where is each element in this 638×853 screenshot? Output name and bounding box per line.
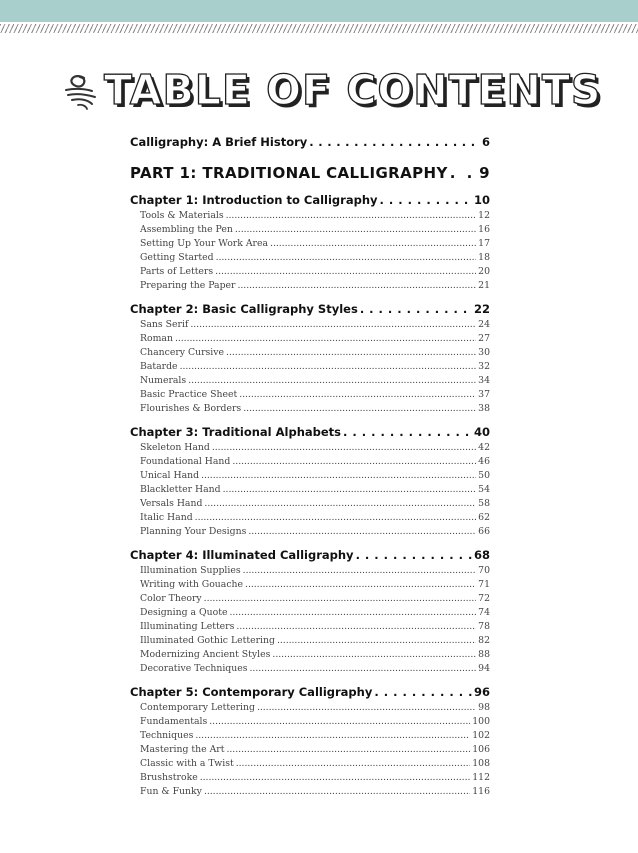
toc-chapter-entry[interactable] xyxy=(130,685,490,702)
dot-leader xyxy=(235,224,476,235)
section-label: Preparing the Paper xyxy=(140,280,236,291)
dot-leader xyxy=(239,389,476,400)
section-label: Basic Practice Sheet xyxy=(140,389,238,400)
section-label: Setting Up Your Work Area xyxy=(140,238,269,249)
toc-intro-entry[interactable] xyxy=(130,135,490,155)
section-label: Fundamentals xyxy=(140,716,208,727)
section-label: Flourishes & Borders xyxy=(140,403,242,414)
toc-section-entry[interactable] xyxy=(130,224,490,238)
section-page: 94 xyxy=(478,663,490,674)
section-page: 27 xyxy=(478,333,490,344)
dot-leader xyxy=(195,512,477,523)
toc-section-entry[interactable] xyxy=(130,403,490,417)
dot-leader xyxy=(270,238,476,249)
section-label: Tools & Materials xyxy=(140,210,224,221)
section-label: Italic Hand xyxy=(140,512,193,523)
dot-leader xyxy=(250,663,477,674)
toc-section-entry[interactable] xyxy=(130,280,490,294)
section-page: 70 xyxy=(478,565,490,576)
dot-leader xyxy=(343,425,472,439)
toc-section-entry[interactable] xyxy=(130,361,490,375)
dot-leader xyxy=(223,484,477,495)
section-page: 58 xyxy=(478,498,490,509)
toc-section-entry[interactable] xyxy=(130,663,490,677)
toc-part-entry[interactable] xyxy=(130,164,490,186)
toc-section-entry[interactable] xyxy=(130,456,490,470)
toc-section-entry[interactable] xyxy=(130,512,490,526)
toc-section-entry[interactable] xyxy=(130,702,490,716)
chapter-page: 96 xyxy=(473,685,490,699)
toc-chapter-entry[interactable] xyxy=(130,302,490,319)
toc-section-entry[interactable] xyxy=(130,786,490,800)
toc-section-entry[interactable] xyxy=(130,649,490,663)
dot-leader xyxy=(201,470,476,481)
section-page: 20 xyxy=(478,266,490,277)
page-title: TABLE OF CONTENTS xyxy=(104,66,602,114)
dot-leader xyxy=(209,716,470,727)
toc-section-entry[interactable] xyxy=(130,621,490,635)
toc-section-entry[interactable] xyxy=(130,484,490,498)
section-page: 82 xyxy=(478,635,490,646)
dot-leader xyxy=(248,526,476,537)
section-page: 50 xyxy=(478,470,490,481)
dot-leader xyxy=(245,579,476,590)
section-label: Assembling the Pen xyxy=(140,224,233,235)
section-page: 72 xyxy=(478,593,490,604)
toc-section-entry[interactable] xyxy=(130,266,490,280)
toc-chapter-entry[interactable] xyxy=(130,425,490,442)
toc-section-entry[interactable] xyxy=(130,470,490,484)
section-page: 106 xyxy=(472,744,490,755)
section-label: Color Theory xyxy=(140,593,202,604)
toc-section-entry[interactable] xyxy=(130,375,490,389)
toc-section-entry[interactable] xyxy=(130,252,490,266)
toc-section-entry[interactable] xyxy=(130,744,490,758)
dot-leader xyxy=(180,361,477,372)
section-page: 108 xyxy=(472,758,490,769)
toc-section-entry[interactable] xyxy=(130,607,490,621)
section-page: 18 xyxy=(478,252,490,263)
section-label: Designing a Quote xyxy=(140,607,228,618)
toc-section-entry[interactable] xyxy=(130,238,490,252)
section-label: Batarde xyxy=(140,361,178,372)
section-page: 16 xyxy=(478,224,490,235)
section-page: 66 xyxy=(478,526,490,537)
dot-leader xyxy=(226,210,477,221)
section-page: 30 xyxy=(478,347,490,358)
section-page: 74 xyxy=(478,607,490,618)
section-page: 88 xyxy=(478,649,490,660)
toc-chapter-entry[interactable] xyxy=(130,193,490,210)
dot-leader xyxy=(226,347,476,358)
section-page: 116 xyxy=(472,786,490,797)
section-page: 71 xyxy=(478,579,490,590)
section-label: Illumination Supplies xyxy=(140,565,241,576)
toc-section-entry[interactable] xyxy=(130,319,490,333)
section-label: Getting Started xyxy=(140,252,214,263)
section-label: Classic with a Twist xyxy=(140,758,234,769)
dot-leader xyxy=(309,135,480,149)
section-page: 54 xyxy=(478,484,490,495)
dot-leader xyxy=(243,403,476,414)
section-label: Contemporary Lettering xyxy=(140,702,255,713)
chapter-label: Chapter 3: Traditional Alphabets xyxy=(130,425,342,439)
section-page: 62 xyxy=(478,512,490,523)
section-page: 112 xyxy=(472,772,490,783)
section-page: 32 xyxy=(478,361,490,372)
section-label: Planning Your Designs xyxy=(140,526,247,537)
chapter-page: 22 xyxy=(473,302,490,316)
chapter-label: Chapter 1: Introduction to Calligraphy xyxy=(130,193,378,207)
dot-leader xyxy=(257,702,476,713)
section-label: Techniques xyxy=(140,730,194,741)
section-page: 34 xyxy=(478,375,490,386)
chapter-page: 10 xyxy=(473,193,490,207)
section-label: Skeleton Hand xyxy=(140,442,210,453)
hatched-rule xyxy=(0,24,638,33)
chapter-page: 40 xyxy=(473,425,490,439)
dot-leader xyxy=(374,685,472,699)
dot-leader xyxy=(188,375,476,386)
section-page: 42 xyxy=(478,442,490,453)
section-label: Roman xyxy=(140,333,173,344)
section-page: 46 xyxy=(478,456,490,467)
section-page: 12 xyxy=(478,210,490,221)
dot-leader xyxy=(232,456,476,467)
section-label: Unical Hand xyxy=(140,470,200,481)
section-page: 21 xyxy=(478,280,490,291)
toc-chapter-entry[interactable] xyxy=(130,548,490,565)
part-label: PART 1: TRADITIONAL CALLIGRAPHY xyxy=(130,164,448,182)
toc-section-entry[interactable] xyxy=(130,758,490,772)
top-color-band xyxy=(0,0,638,22)
dot-leader xyxy=(216,252,477,263)
toc-section-entry[interactable] xyxy=(130,210,490,224)
section-label: Brushstroke xyxy=(140,772,198,783)
dot-leader xyxy=(226,744,470,755)
dot-leader xyxy=(212,442,476,453)
section-page: 17 xyxy=(478,238,490,249)
section-label: Modernizing Ancient Styles xyxy=(140,649,271,660)
entry-page: 6 xyxy=(481,135,490,149)
dot-leader xyxy=(200,772,471,783)
dot-leader xyxy=(204,498,476,509)
section-page: 102 xyxy=(472,730,490,741)
dot-leader xyxy=(236,758,471,769)
dot-leader xyxy=(204,593,476,604)
section-label: Fun & Funky xyxy=(140,786,202,797)
toc-section-entry[interactable] xyxy=(130,579,490,593)
section-page: 24 xyxy=(478,319,490,330)
section-label: Decorative Techniques xyxy=(140,663,248,674)
toc-heading xyxy=(62,68,601,112)
toc-section-entry[interactable] xyxy=(130,347,490,361)
chapter-label: Chapter 5: Contemporary Calligraphy xyxy=(130,685,373,699)
dot-leader xyxy=(236,621,476,632)
section-label: Chancery Cursive xyxy=(140,347,225,358)
toc-section-entry[interactable] xyxy=(130,333,490,347)
dot-leader xyxy=(356,548,472,562)
section-label: Numerals xyxy=(140,375,187,386)
dot-leader xyxy=(237,280,476,291)
toc-section-entry[interactable] xyxy=(130,498,490,512)
dot-leader xyxy=(229,607,476,618)
section-label: Versals Hand xyxy=(140,498,203,509)
toc-section-entry[interactable] xyxy=(130,772,490,786)
dot-leader xyxy=(277,635,476,646)
dot-leader xyxy=(175,333,476,344)
section-page: 37 xyxy=(478,389,490,400)
toc-section-entry[interactable] xyxy=(130,635,490,649)
chapter-page: 68 xyxy=(473,548,490,562)
section-page: 100 xyxy=(472,716,490,727)
section-label: Mastering the Art xyxy=(140,744,225,755)
section-label: Illuminating Letters xyxy=(140,621,235,632)
section-label: Writing with Gouache xyxy=(140,579,244,590)
chapter-label: Chapter 4: Illuminated Calligraphy xyxy=(130,548,354,562)
dot-leader xyxy=(380,193,472,207)
section-page: 78 xyxy=(478,621,490,632)
toc-section-entry[interactable] xyxy=(130,442,490,456)
section-label: Parts of Letters xyxy=(140,266,214,277)
toc-section-entry[interactable] xyxy=(130,389,490,403)
section-label: Foundational Hand xyxy=(140,456,231,467)
chapter-list xyxy=(130,193,490,800)
section-page: 98 xyxy=(478,702,490,713)
dot-leader xyxy=(272,649,476,660)
section-label: Blackletter Hand xyxy=(140,484,221,495)
toc-section-entry[interactable] xyxy=(130,593,490,607)
section-page: 38 xyxy=(478,403,490,414)
section-label: Illuminated Gothic Lettering xyxy=(140,635,275,646)
dot-leader xyxy=(215,266,476,277)
dot-leader xyxy=(190,319,476,330)
toc-section-entry[interactable] xyxy=(130,730,490,744)
toc-section-entry[interactable] xyxy=(130,716,490,730)
swirl-icon xyxy=(62,68,100,112)
toc-section-entry[interactable] xyxy=(130,565,490,579)
dot-leader xyxy=(360,302,472,316)
entry-label: Calligraphy: A Brief History xyxy=(130,135,308,149)
dot-leader xyxy=(204,786,470,797)
section-label: Sans Serif xyxy=(140,319,189,330)
toc-list xyxy=(130,135,490,800)
dot-leader xyxy=(243,565,477,576)
toc-section-entry[interactable] xyxy=(130,526,490,540)
dot-leader xyxy=(195,730,470,741)
chapter-label: Chapter 2: Basic Calligraphy Styles xyxy=(130,302,358,316)
dot-leader xyxy=(450,164,477,182)
part-page: 9 xyxy=(479,164,490,182)
